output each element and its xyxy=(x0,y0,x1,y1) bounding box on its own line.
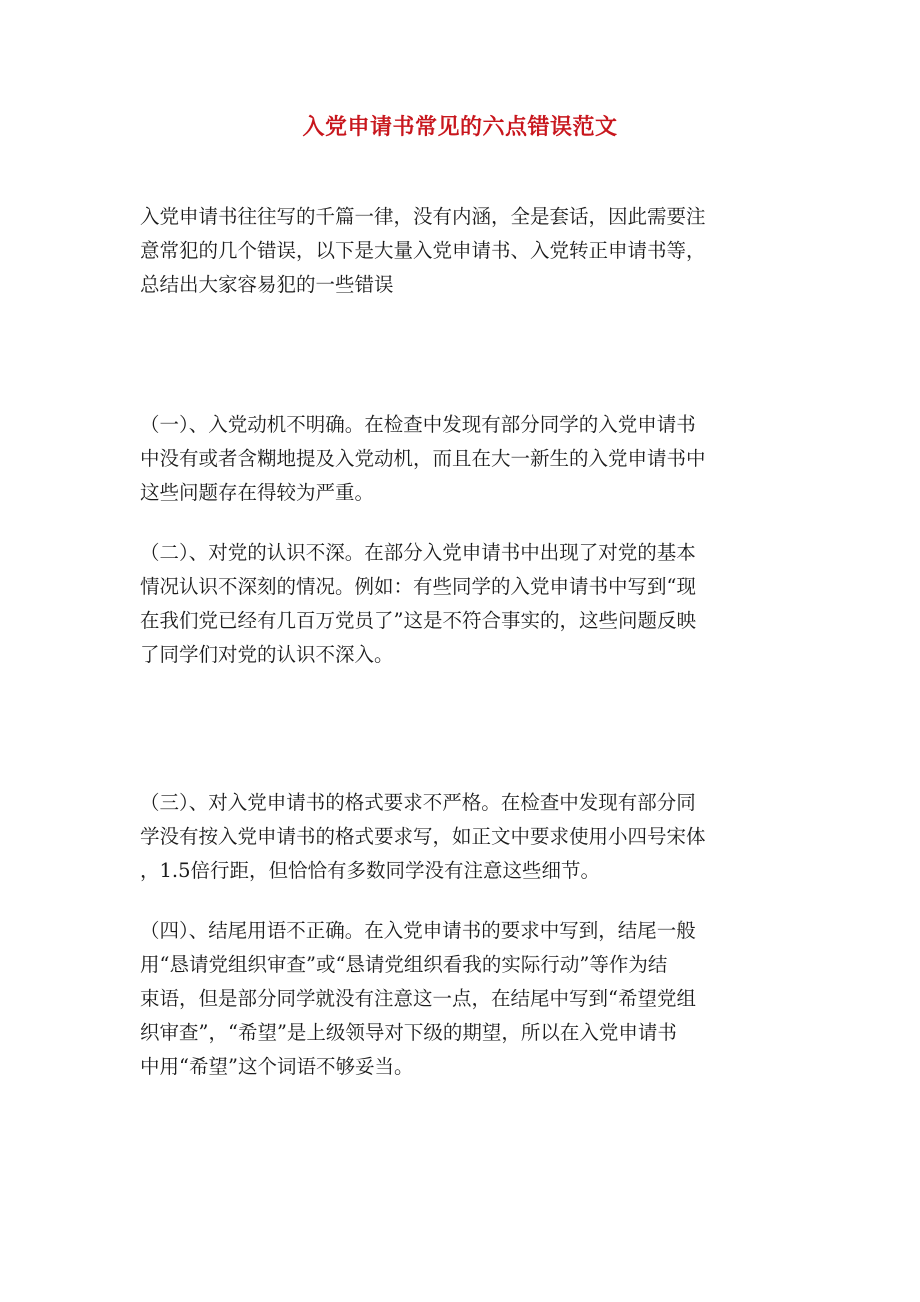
intro-paragraph: 入党申请书往往写的千篇一律，没有内涵，全是套话，因此需要注 意常犯的几个错误，以下是大量入党申请书、入党转正申请书等， 总结出大家容易犯的一些错误 xyxy=(140,205,706,296)
section-2-paragraph: （二）、对党的认识不深。在部分入党申请书中出现了对党的基本 情况认识不深刻的情况。例如：有些同学的入党申请书中写到“现 在我们党已经有几百万党员了”这是不符合事实的，这些问题反映 了同学们对党的认识不深入。 xyxy=(140,541,696,666)
section-4-paragraph: （四）、结尾用语不正确。在入党申请书的要求中写到，结尾一般 用“恳请党组织审查”或“恳请党组织看我的实际行动”等作为结 束语，但是部分同学就没有注意这一点，在结尾中写到“希望党组 织审查”，“希望”是上级领导对下级的期望，所以在入党申请书 中用“希望”这个词语不够妥当。 xyxy=(140,919,696,1078)
document-title: 入党申请书常见的六点错误范文 xyxy=(302,114,618,140)
section-1-paragraph: （一）、入党动机不明确。在检查中发现有部分同学的入党申请书 中没有或者含糊地提及入党动机，而且在大一新生的入党申请书中 这些问题存在得较为严重。 xyxy=(140,413,706,504)
section-3-paragraph: （三）、对入党申请书的格式要求不严格。在检查中发现有部分同 学没有按入党申请书的格式要求写，如正文中要求使用小四号宋体 ，1.5倍行距，但恰恰有多数同学没有注意这些细节。 xyxy=(140,791,706,882)
